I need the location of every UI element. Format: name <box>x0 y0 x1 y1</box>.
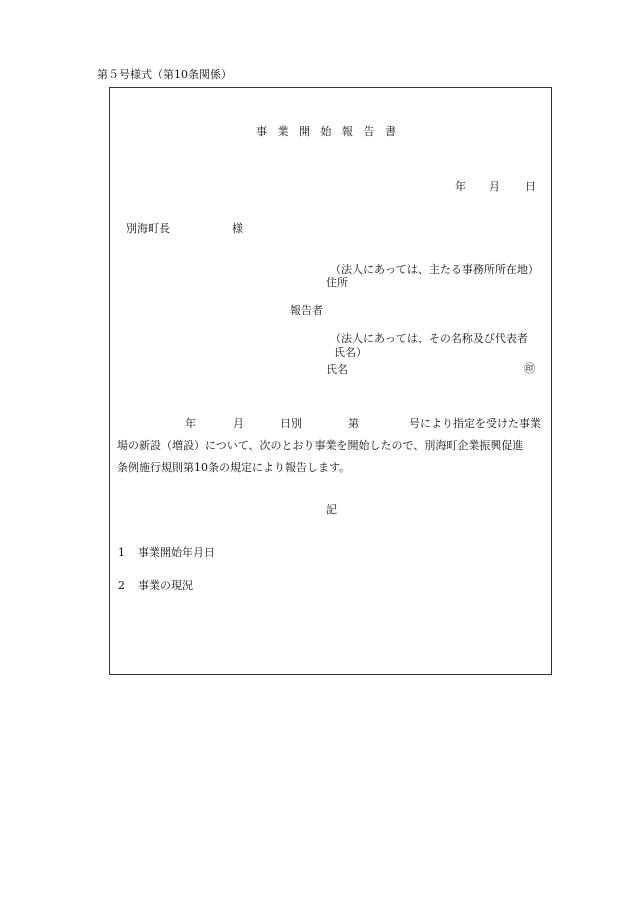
title-char: 報 <box>342 125 353 138</box>
reporter-label: 報告者 <box>290 304 323 317</box>
title-char: 事 <box>256 125 267 138</box>
name-label: 氏名 <box>326 363 348 376</box>
body-line3: 条例施行規則第10条の規定により報告します。 <box>117 461 351 474</box>
address-note: （法人にあっては、主たる事務所所在地） <box>330 263 539 276</box>
body-month: 月 <box>233 417 244 430</box>
name-note-line1: （法人にあっては、その名称及び代表者 <box>330 332 528 345</box>
title-char: 始 <box>320 125 332 138</box>
title-char: 業 <box>277 125 289 138</box>
document-title <box>256 126 407 137</box>
list-item-number: 2 <box>118 579 125 592</box>
body-line1-tail: 号により指定を受けた事業 <box>409 417 541 430</box>
address-label: 住所 <box>326 276 348 289</box>
addressee-name: 別海町長 <box>126 222 170 235</box>
seal-mark: ㊞ <box>524 362 535 375</box>
body-line2: 場の新設（増設）について、次のとおり事業を開始したので、別海町企業振興促進 <box>117 439 524 452</box>
title-char: 告 <box>363 125 375 138</box>
date-day: 日 <box>525 180 536 193</box>
ki-label: 記 <box>326 503 337 516</box>
list-item-label: 事業の現況 <box>138 579 193 592</box>
addressee-honorific: 様 <box>232 222 243 235</box>
body-dai: 第 <box>348 417 359 430</box>
body-year: 年 <box>185 417 196 430</box>
date-month: 月 <box>489 180 500 193</box>
list-item-label: 事業開始年月日 <box>138 546 215 559</box>
body-day: 日別 <box>280 417 302 430</box>
title-char: 書 <box>385 125 396 138</box>
list-item-number: 1 <box>118 546 125 559</box>
date-year: 年 <box>455 180 466 193</box>
name-note-line2: 氏名） <box>334 346 367 359</box>
title-char: 開 <box>299 125 310 138</box>
form-number-label: 第５号様式（第10条関係） <box>97 68 232 81</box>
